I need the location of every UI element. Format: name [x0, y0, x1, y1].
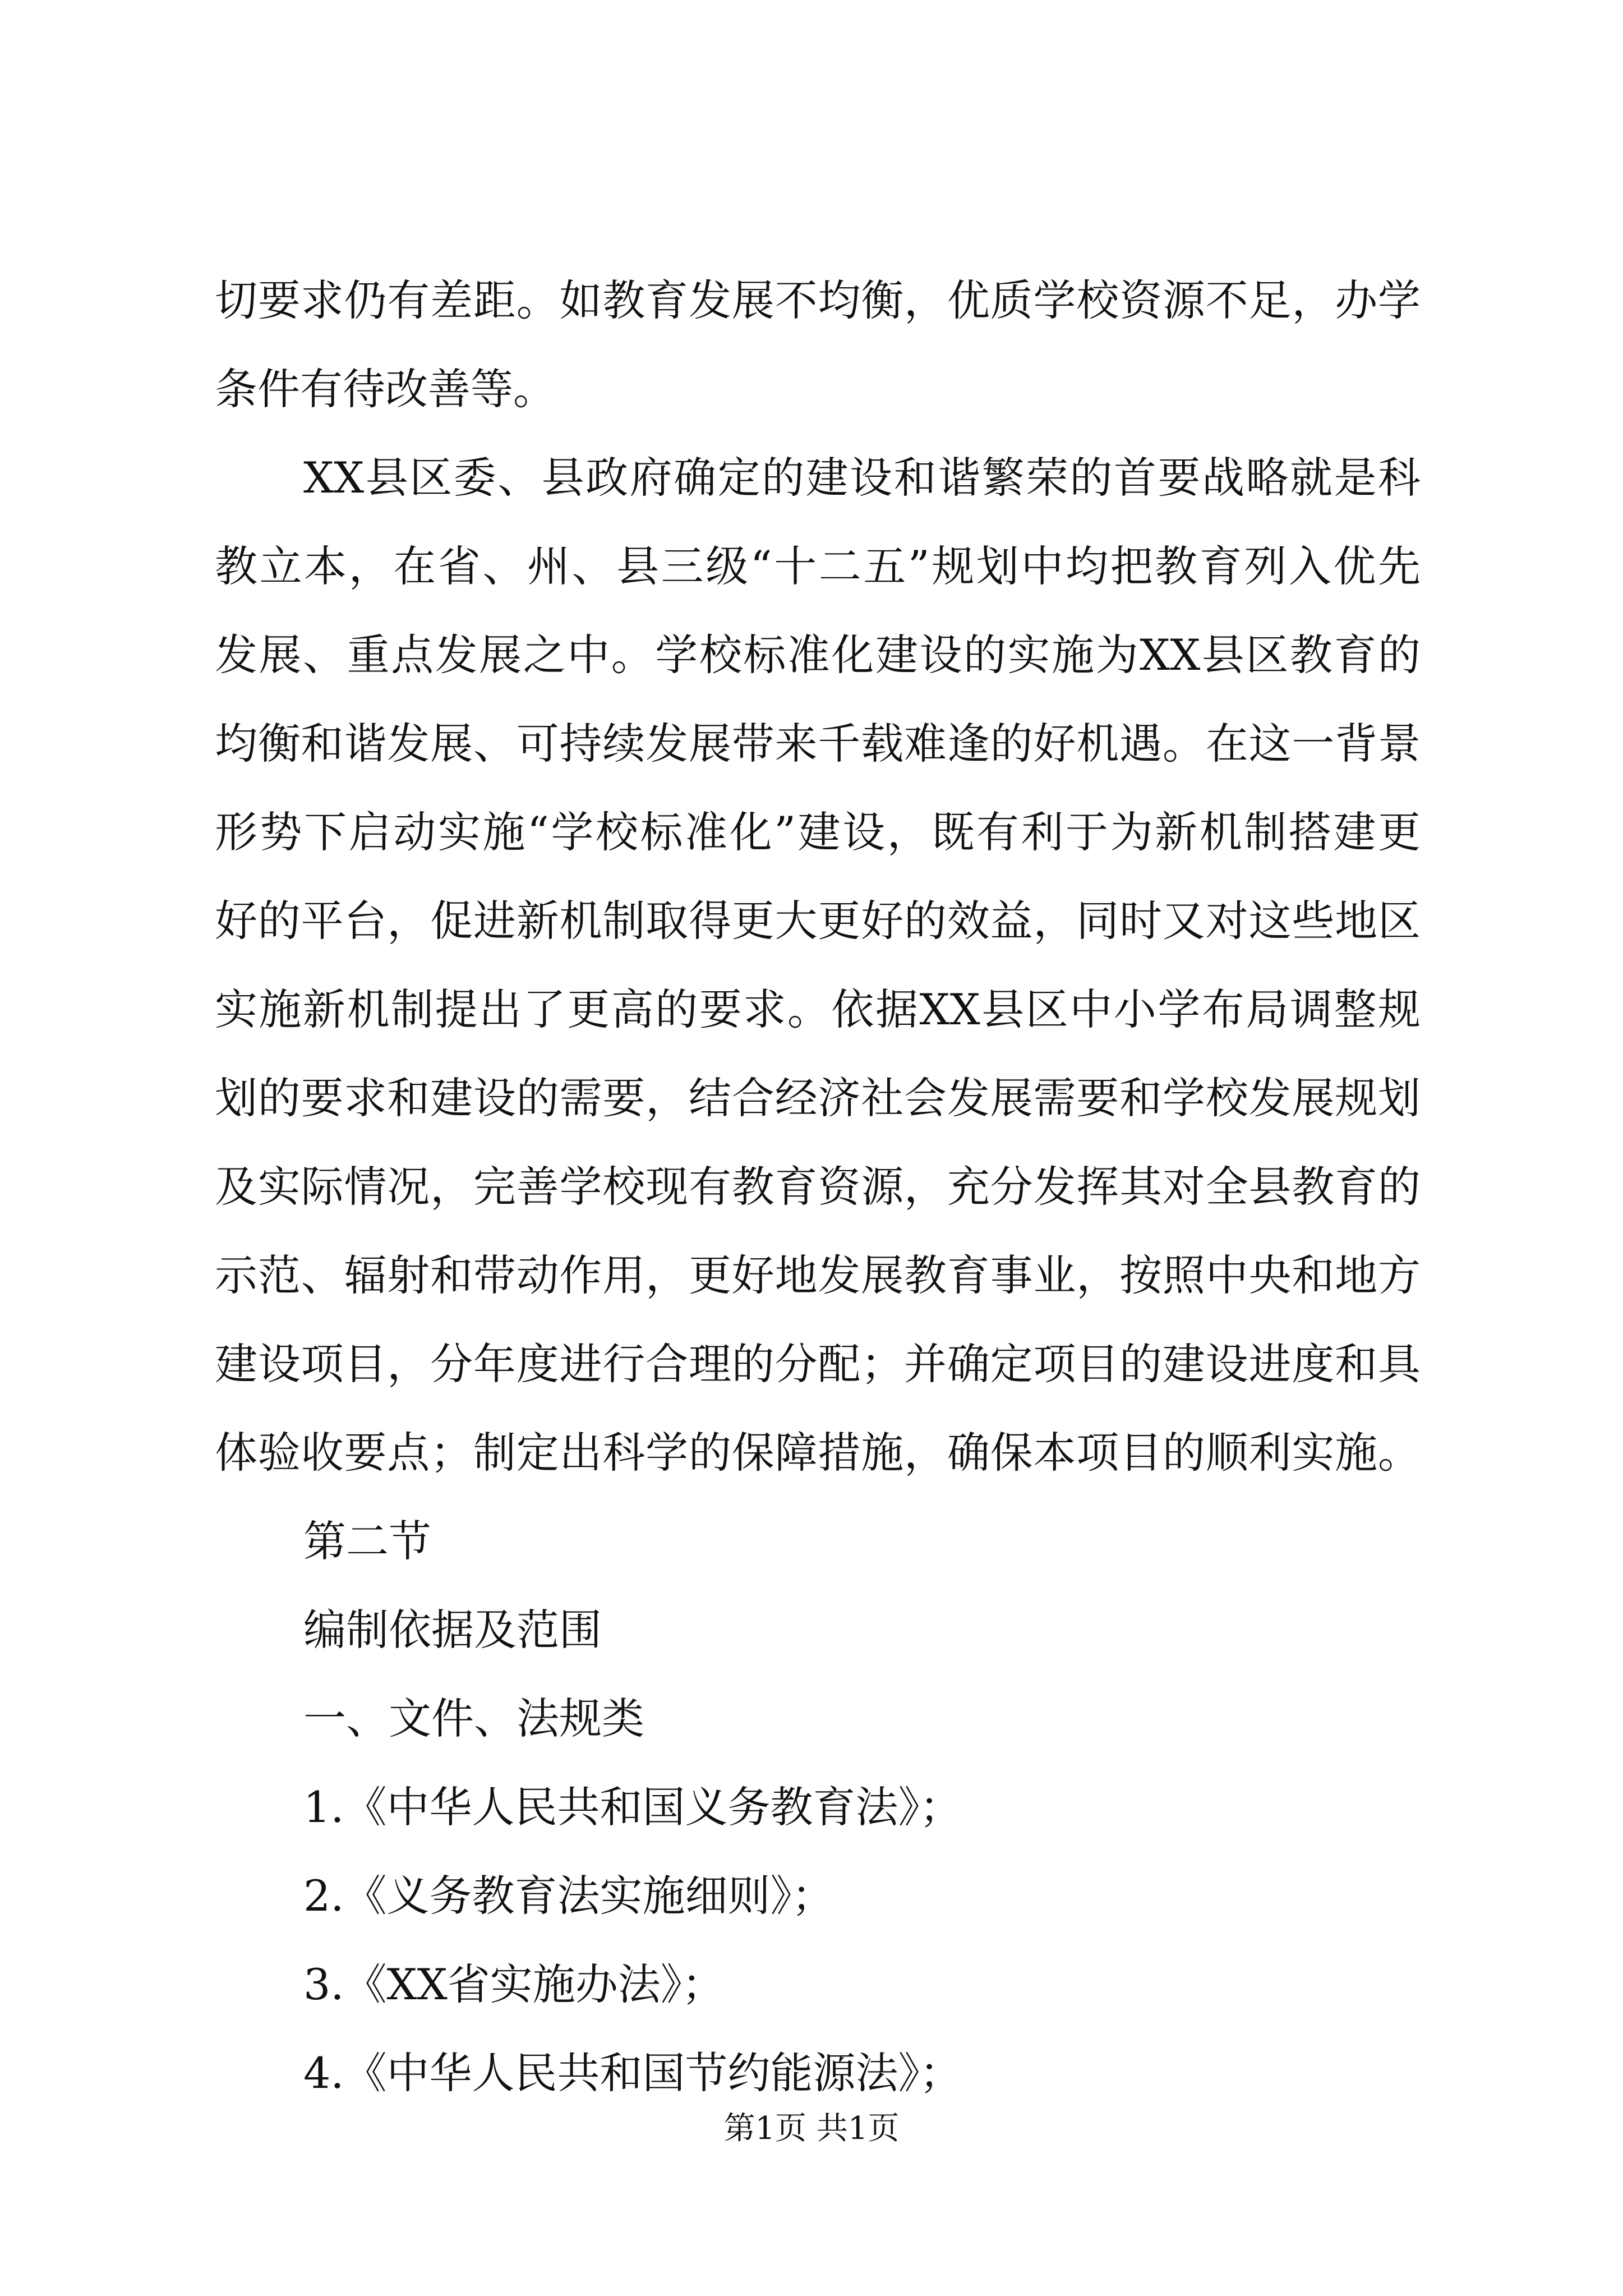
paragraph-line: 实施新机制提出了更高的要求。依据XX县区中小学布局调整规	[215, 984, 1421, 1034]
paragraph-line: 体验收要点；制定出科学的保障措施，确保本项目的顺利实施。	[215, 1428, 1421, 1478]
list-item: 3.《XX省实施办法》；	[303, 1959, 725, 2009]
paragraph-line: 条件有待改善等。	[215, 364, 556, 414]
paragraph-line: 发展、重点发展之中。学校标准化建设的实施为XX县区教育的	[215, 630, 1421, 680]
paragraph-line: 划的要求和建设的需要，结合经济社会发展需要和学校发展规划	[215, 1073, 1421, 1123]
regulation-list	[215, 1763, 1421, 2118]
page-footer: 第1页 共1页	[723, 2110, 900, 2147]
paragraph-line: XX县区委、县政府确定的建设和谐繁荣的首要战略就是科	[303, 453, 1421, 503]
section-title: 编制依据及范围	[303, 1605, 602, 1655]
paragraph-line: 及实际情况，完善学校现有教育资源，充分发挥其对全县教育的	[215, 1162, 1421, 1212]
paragraph-1	[215, 256, 1421, 434]
paragraph-line: 示范、辐射和带动作用，更好地发展教育事业，按照中央和地方	[215, 1250, 1421, 1300]
paragraph-line: 形势下启动实施“学校标准化”建设，既有利于为新机制搭建更	[215, 807, 1421, 857]
list-item: 2.《义务教育法实施细则》；	[303, 1871, 834, 1921]
paragraph-line: 切要求仍有差距。如教育发展不均衡，优质学校资源不足，办学	[215, 275, 1421, 325]
list-item: 1.《中华人民共和国义务教育法》；	[303, 1782, 962, 1832]
paragraph-line: 教立本，在省、州、县三级“十二五”规划中均把教育列入优先	[215, 541, 1421, 591]
section-number: 第二节	[303, 1516, 431, 1566]
paragraph-line: 好的平台，促进新机制取得更大更好的效益，同时又对这些地区	[215, 896, 1421, 946]
paragraph-2	[215, 434, 1421, 1497]
paragraph-line: 均衡和谐发展、可持续发展带来千载难逢的好机遇。在这一背景	[215, 719, 1421, 769]
document-body	[215, 256, 1421, 2118]
list-item: 4.《中华人民共和国节约能源法》；	[303, 2048, 962, 2098]
paragraph-line: 建设项目，分年度进行合理的分配；并确定项目的建设进度和具	[215, 1339, 1421, 1389]
subsection-title: 一、文件、法规类	[303, 1694, 644, 1743]
